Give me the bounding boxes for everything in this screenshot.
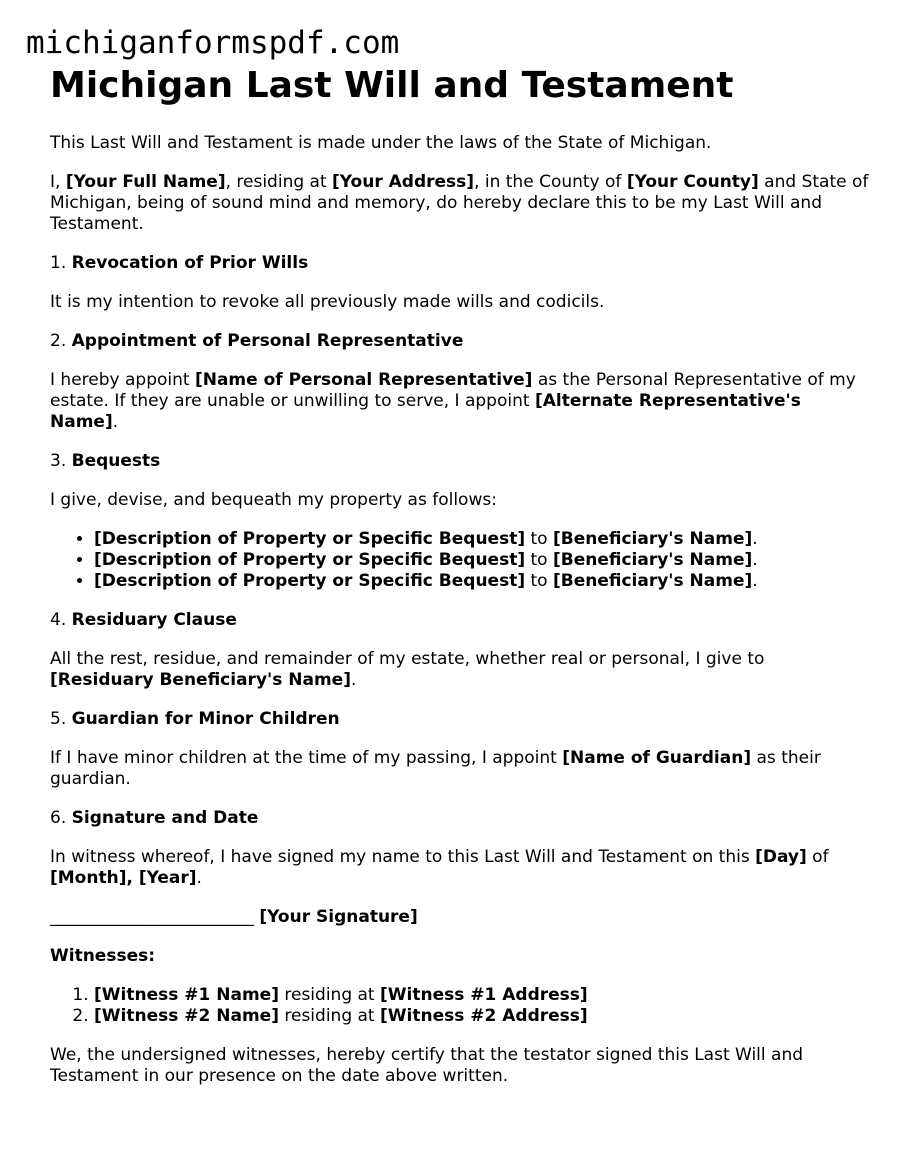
list-item: 2. [Witness #2 Name] residing at [Witness #2 Address] [94,1006,870,1027]
witnesses-heading: Witnesses: [50,946,156,966]
bequest-list [50,529,870,592]
intro-paragraph: This Last Will and Testament is made under the laws of the State of Michigan. [50,133,712,153]
list-item: • [Description of Property or Specific Bequest] to [Beneficiary's Name]. [94,529,870,550]
guardian-placeholder: [Name of Guardian] [562,748,752,768]
section-3-intro: I give, devise, and bequeath my property as follows: [50,490,497,510]
list-item: • [Description of Property or Specific Bequest] to [Beneficiary's Name]. [94,550,870,571]
section-6-body: In witness whereof, I have signed my name to this Last Will and Testament on this [Day] of [Month], [Year]. [50,847,829,888]
page-title: Michigan Last Will and Testament [50,65,734,106]
alternate-representative-placeholder: [Alternate Representative's Name] [50,391,801,432]
section-3-heading: 3. Bequests [50,451,161,471]
section-5-body: If I have minor children at the time of my passing, I appoint [Name of Guardian] as their guardian. [50,748,821,789]
declaration-paragraph: I, [Your Full Name], residing at [Your Address], in the County of [Your County] and State of Michigan, being of sound mind and memory, do hereby declare this to be my Last Will and Testament. [50,172,869,234]
representative-placeholder: [Name of Personal Representative] [194,370,533,390]
section-4-body: All the rest, residue, and remainder of my estate, whether real or personal, I give to [Residuary Beneficiary's Name]. [50,649,765,690]
day-placeholder: [Day] [755,847,807,867]
site-watermark: michiganformspdf.com [26,25,400,61]
month-year-placeholder: [Month], [Year] [50,868,197,888]
signature-line: ________________________ [Your Signature] [50,907,418,927]
section-5-heading: 5. Guardian for Minor Children [50,709,340,729]
section-1-body: It is my intention to revoke all previously made wills and codicils. [50,292,605,312]
will-document [50,66,870,1105]
witness-certification: We, the undersigned witnesses, hereby certify that the testator signed this Last Will and Testament in our presence on the date above written. [50,1045,804,1086]
full-name-placeholder: [Your Full Name] [65,172,226,192]
list-item: • [Description of Property or Specific Bequest] to [Beneficiary's Name]. [94,571,870,592]
residuary-beneficiary-placeholder: [Residuary Beneficiary's Name] [50,670,351,690]
section-1-heading: 1. Revocation of Prior Wills [50,253,309,273]
signature-label: [Your Signature] [259,907,418,927]
address-placeholder: [Your Address] [332,172,475,192]
section-6-heading: 6. Signature and Date [50,808,259,828]
county-placeholder: [Your County] [626,172,759,192]
witness-list [50,985,870,1027]
section-2-heading: 2. Appointment of Personal Representative [50,331,464,351]
section-4-heading: 4. Residuary Clause [50,610,237,630]
list-item: 1. [Witness #1 Name] residing at [Witness #1 Address] [94,985,870,1006]
section-2-body: I hereby appoint [Name of Personal Representative] as the Personal Representative of my estate. If they are unable or unwilling to serve, I appoint [Alternate Representative's Name]. [50,370,856,432]
